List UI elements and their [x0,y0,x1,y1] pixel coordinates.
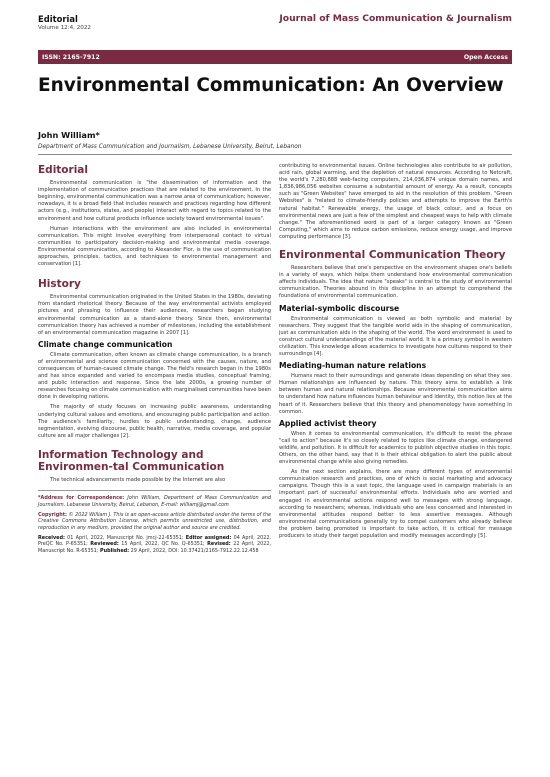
history-heading: History [38,278,81,291]
editor-label: Editor assigned: [185,534,232,541]
applied-paragraph-2: As the next section explains, there are many different types of environmental communication research and practices, one of which is social marketing and advocacy campaigns. Though this is a vast topic, the language used in campaign materials is an important part of successful environmental efforts. Individuals who are worried and engaged in environmental actions respond well to messages with strong language, according to researchers; whereas, individuals who are less concerned and interested in environmental attitudes respond better to less assertive messages. Although environmental communications generally try to compel customers who already believe the problem being promoted is important to take action, it is critical for message producers to study their target population and modify messages accordingly [5]. [279,469,512,539]
published-label: Published: [100,548,130,555]
received-label: Received: [38,534,65,541]
article-title: Environmental Communication: An Overview [38,75,504,96]
author-affiliation: Department of Mass Communication and Journalism, Lebanese University, Beirut, Lebanon [38,144,302,150]
material-heading: Material-symbolic discourse [279,303,400,313]
left-column [38,164,271,558]
correspondence-footnote [38,495,271,508]
mediating-paragraph-1: Humans react to their surroundings and generate ideas depending on what they see. Human relationships are influenced by nature. This theory aims to establish a link between human and natural relationships. Because environmental communication aims to understand how nature influences human behaviour and identity, this notion lies at the heart of it. Researchers believe that this theory and phenomenology have something in common. [279,373,512,415]
received-text: 01 April, 2022, Manuscript No. jmcj-22-65351; [67,534,184,541]
header-volume: Volume 12:4, 2022 [38,25,91,31]
history-paragraph-1: Environmental communication originated in the United States in the 1980s, deviating from standard rhetorical theory. Because of the way environmental activists employed pictures and phrasing to influence their audiences, researchers began studying environmental communication as a stand-alone theory. Since then, environmental communication theory has achieved a number of milestones, including the establishment of an environmental communication magazine in 2007 [1]. [38,294,271,336]
published-text: 29 April, 2022, DOI: 10.37421/2165-7912.22.12.458 [130,548,259,555]
footnote-divider [38,490,271,491]
climate-heading: Climate change communication [38,339,173,349]
it-paragraph-1: The technical advancements made possible by the Internet are also [50,477,226,484]
it-paragraph-continued: contributing to environmental issues. Online technologies also contribute to air pollution, acid rain, global warming, and the depletion of natural resources. According to Netcraft, the world's 7,280,888 web-facing computers, 214,036,874 unique domain names, and 1,836,986,056 websites consume a substantial amount of energy. As a result, concepts such as "Green Websites" have emerged to aid in the resolution of this problem. "Green Websites" is "related to climate-friendly policies and attempts to improve the Earth's natural habitat." Renewable energy, the usage of black colour, and a focus on environmental news are just a few of the simplest and cheapest ways to help with climate change." The aforementioned word is part of a larger category known as "Green Computing," which aims to reduce carbon emissions, reduce energy usage, and improve computing performance [3]. [279,163,512,240]
copyright-label: Copyright: [38,511,68,518]
reviewed-text: 15 April, 2022, QC No. Q-65351; [121,541,205,548]
editorial-paragraph-2: Human interactions with the environment are also included in environmental communication. This might involve everything from interpersonal contact to virtual communities to participatory decision-making and environmental media coverage. Environmental communication, according to Alexander Flor, is the use of communication approaches, principles, tactics, and techniques to environmental management and conservation [1]. [38,225,271,268]
climate-paragraph-2: The majority of study focuses on increasing public awareness, understanding underlying cultural values and emotions, and encouraging public participation and action. The audience's familiarity, hurdles to public understanding, change, audience segmentation, evolving discourse, public health, narrative, media coverage, and popular culture are all major challenges [2]. [38,404,271,439]
mediating-heading: Mediating-human nature relations [279,361,427,371]
copyright-text: © 2022 William J. This is an open-access article distributed under the terms of the Creative Commons Attribution License, which permits unrestricted use, distribution, and reproduction in any medium, provided the original author and source are credited. [38,511,271,531]
copyright-footnote [38,512,271,532]
theory-heading: Environmental Communication Theory [279,249,506,262]
editor-text: 04 April, 2022, PreQC No. P-65351; [38,534,271,548]
journal-title-link[interactable]: Journal of Mass Communication & Journalism [279,13,512,24]
applied-paragraph-1: When it comes to environmental communication, it's difficult to resist the phrase "call to action" because it's so closely related to topics like climate change, endangered wildlife, and pollution. It is difficult for academics to publish objective studies in this topic. Others, on the other hand, say that it is their ethical obligation to alert the public about environmental change while also giving remedies. [279,430,512,466]
reviewed-label: Reviewed: [90,541,119,548]
revised-text: 22 April, 2022, Manuscript No. R-65351; [38,541,272,555]
correspondence-text: John William, Department of Mass Communication and Journalism, Lebanese University, Beirut, Lebanon, E-mail: williamj@gmail.com [38,495,272,508]
author-name: John William* [38,130,100,140]
dates-footnote [38,535,271,555]
editorial-paragraph-1: Environmental communication is "the dissemination of information and the implementation of communication practices that are related to the environment. In the beginning, environmental communication was a narrow area of communication; however, nowadays, it is a broad field that includes research and practices regarding how different actors (e.g., institutions, states, and people) interact with regard to topics related to the environment and how cultural products influence society toward environmental issues". [38,180,271,222]
right-column [279,163,512,543]
header-divider [38,154,512,155]
it-heading: Information Technology and Environmen-tal Communication [38,448,225,473]
issn-label: ISSN: 2165-7912 [42,53,100,61]
issn-bar [38,50,512,64]
correspondence-label: *Address for Correspondence: [38,495,125,502]
theory-paragraph-1: Researchers believe that one's perspective on the environment shapes one's beliefs in a variety of ways, which helps them understand how environmental communication affects individuals. The idea that nature "speaks" is central to the study of environmental communication. Theories abound in this discipline in an attempt to comprehend the foundations of environmental communication. [279,265,512,300]
material-paragraph-1: Environmental communication is viewed as both symbolic and material by researchers. They suggest that the tangible world aids in the shaping of communication, just as communication aids in the shaping of the world. The word environment is used to construct cultural understandings of the material world. It is a primary symbol in western civilization. This knowledge allows academics to investigate how cultures respond to their surroundings [4]. [279,315,512,358]
open-access-badge: Open Access [463,53,508,61]
climate-paragraph-1: Climate communication, often known as climate change communication, is a branch of environmental and science communication concerned with the causes, nature, and consequences of human-caused climate change. The field's research began in the 1980s and has since expanded and varied to encompass media studies, conceptual framing, and public interaction and response. Since the late 2000s, a growing number of researches focusing on climate communication with marginalised communities have been done in developing nations. [38,351,271,401]
header-section-label: Editorial [38,14,78,24]
editorial-heading: Editorial [38,164,88,176]
revised-label: Revised: [207,541,231,548]
applied-heading: Applied activist theory [279,418,377,428]
